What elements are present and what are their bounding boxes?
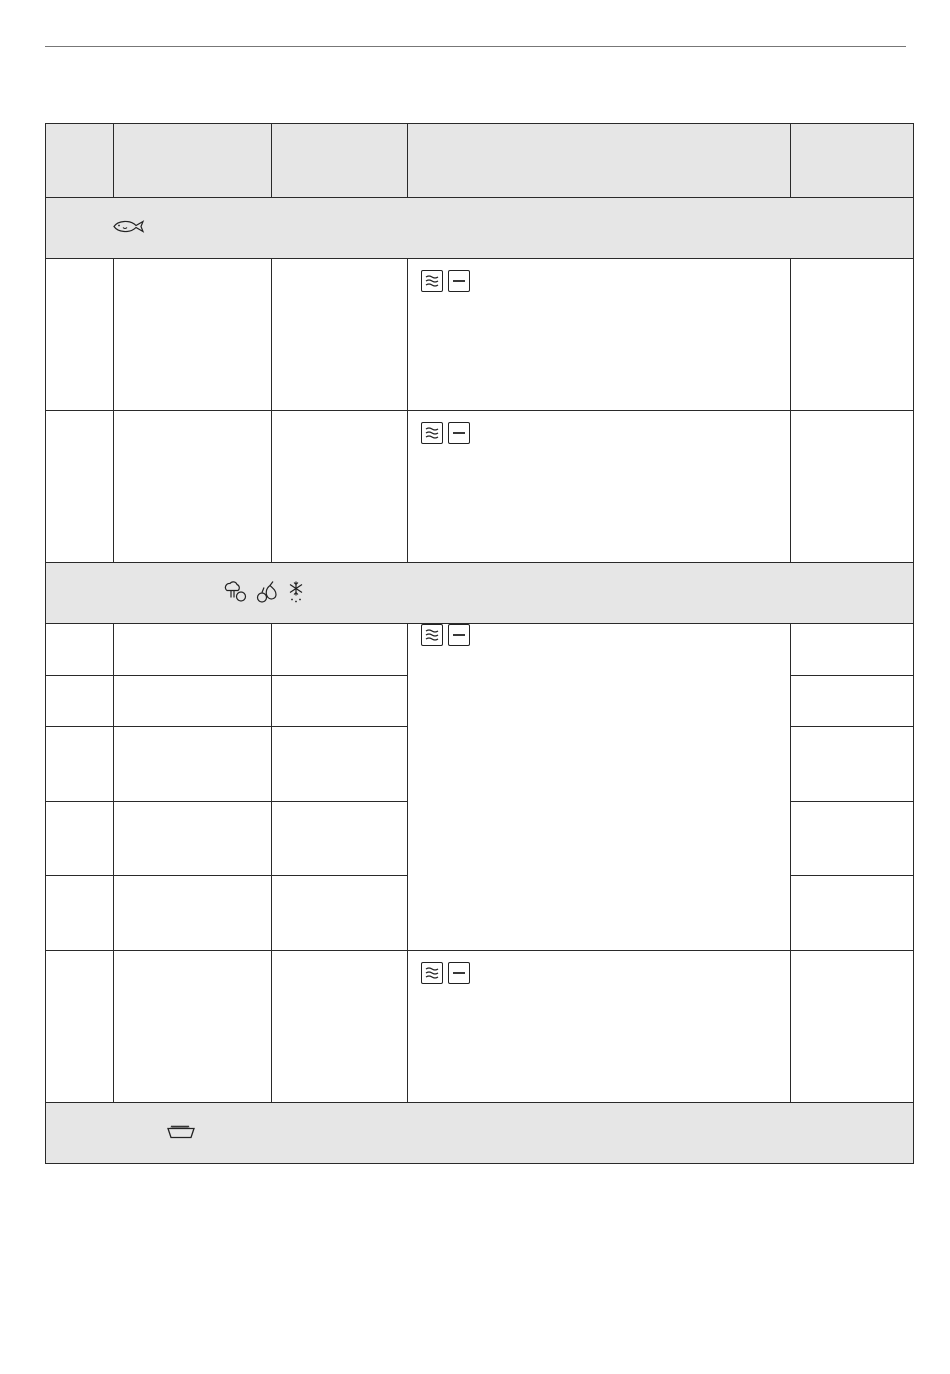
frozen-snowflake-icon <box>286 580 306 607</box>
grill-bar-icon <box>448 270 470 292</box>
table-cell <box>791 727 914 802</box>
mode-cell <box>408 411 791 563</box>
table-cell <box>272 259 408 411</box>
table-cell <box>46 951 114 1103</box>
table-cell <box>791 951 914 1103</box>
table-cell <box>114 624 272 676</box>
grill-bar-icon <box>448 422 470 444</box>
section-cell-vegetables <box>46 563 914 624</box>
microwave-waves-icon <box>421 962 443 984</box>
table-cell <box>114 259 272 411</box>
table-cell <box>791 259 914 411</box>
table-cell <box>791 411 914 563</box>
table-cell <box>272 876 408 951</box>
table-cell <box>114 951 272 1103</box>
microwave-waves-icon <box>421 624 443 646</box>
table-cell <box>791 802 914 876</box>
table-cell <box>46 259 114 411</box>
mode-cell <box>408 624 791 951</box>
table-cell <box>114 411 272 563</box>
table-header-row <box>46 124 914 198</box>
top-rule <box>45 46 906 47</box>
table-cell <box>46 876 114 951</box>
section-icons <box>222 580 306 607</box>
fruit-icon <box>254 580 280 607</box>
section-row-dish <box>46 1103 914 1164</box>
table-row <box>46 624 914 676</box>
table-cell <box>791 624 914 676</box>
mode-cell <box>408 259 791 411</box>
table-cell <box>114 802 272 876</box>
table-row <box>46 411 914 563</box>
table-cell <box>46 624 114 676</box>
table-cell <box>791 676 914 727</box>
mode-cell <box>408 951 791 1103</box>
header-cell-2 <box>114 124 272 198</box>
baking-dish-icon <box>166 1123 196 1144</box>
vegetables-icon <box>222 580 248 607</box>
header-cell-1 <box>46 124 114 198</box>
table-cell <box>791 876 914 951</box>
table-cell <box>114 727 272 802</box>
table-row <box>46 951 914 1103</box>
table-cell <box>114 876 272 951</box>
table-cell <box>114 676 272 727</box>
section-cell-dish <box>46 1103 914 1164</box>
table-cell <box>46 676 114 727</box>
table-cell <box>272 802 408 876</box>
grill-bar-icon <box>448 962 470 984</box>
microwave-waves-icon <box>421 422 443 444</box>
table-cell <box>272 951 408 1103</box>
table-cell <box>46 802 114 876</box>
table-cell <box>272 676 408 727</box>
table-row <box>46 259 914 411</box>
header-cell-5 <box>791 124 914 198</box>
grill-bar-icon <box>448 624 470 646</box>
fish-icon <box>112 219 146 238</box>
section-cell-fish <box>46 198 914 259</box>
section-row-fish <box>46 198 914 259</box>
table-cell <box>272 411 408 563</box>
table-cell <box>46 411 114 563</box>
table-cell <box>46 727 114 802</box>
table-cell <box>272 624 408 676</box>
microwave-waves-icon <box>421 270 443 292</box>
header-cell-4 <box>408 124 791 198</box>
cooking-table <box>45 123 914 1164</box>
header-cell-3 <box>272 124 408 198</box>
table-cell <box>272 727 408 802</box>
section-row-vegetables <box>46 563 914 624</box>
